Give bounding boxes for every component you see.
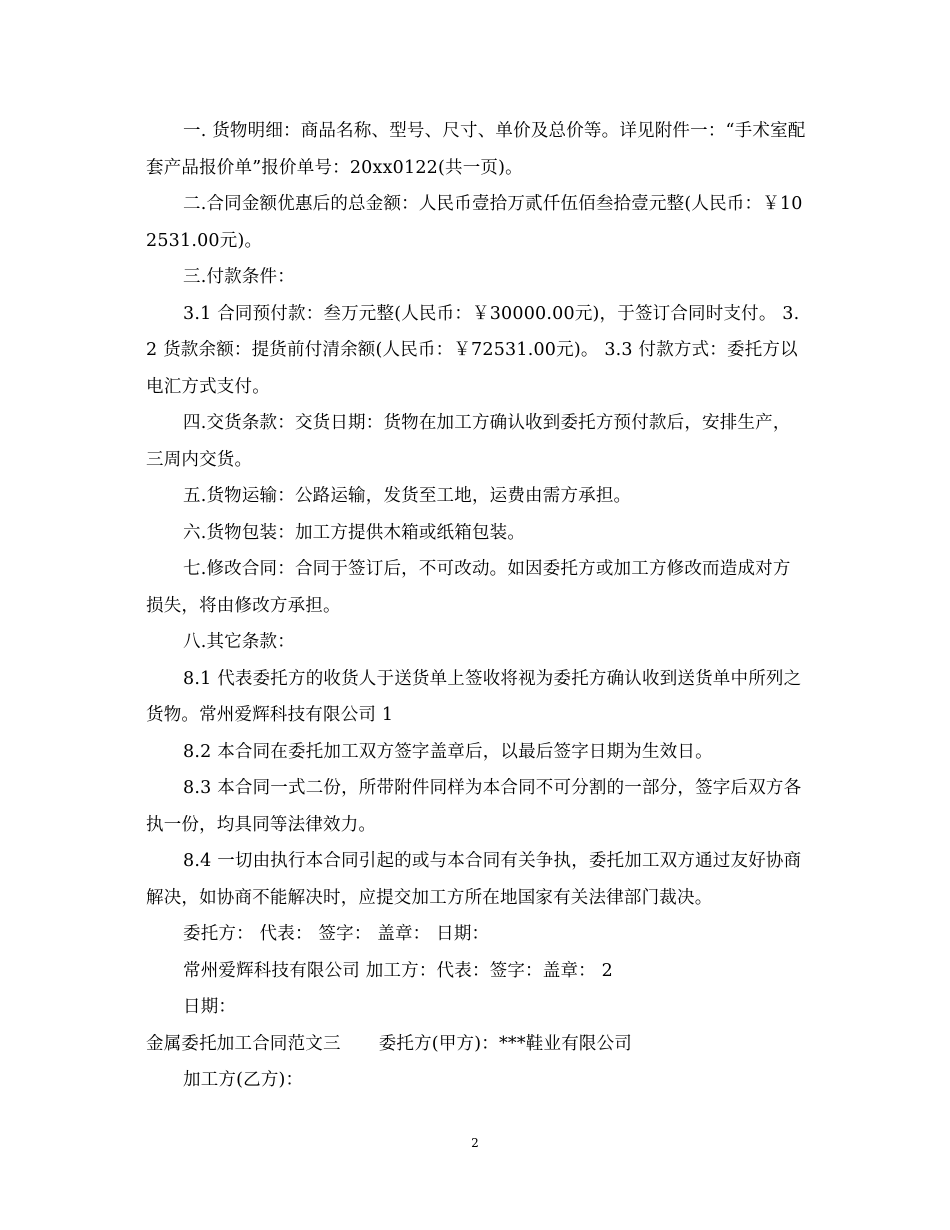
paragraph-goods-details: 一. 货物明细：商品名称、型号、尺寸、单价及总价等。详见附件一：“手术室配套产品报价单”报价单号：20xx0122(共一页)。 (146, 121, 806, 178)
paragraph-clause-8-1: 8.1 代表委托方的收货人于送货单上签收将视为委托方确认收到送货单中所列之货物。常州爱辉科技有限公司 1 (146, 668, 802, 725)
paragraph-payment-terms-heading: 三.付款条件： (183, 267, 295, 287)
paragraph-clause-8-4: 8.4 一切由执行本合同引起的或与本合同有关争执，委托加工双方通过友好协商解决，如协商不能解决时，应提交加工方所在地国家有关法律部门裁决。 (146, 851, 802, 908)
paragraph-contract-modification: 七.修改合同：合同于签订后，不可改动。如因委托方或加工方修改而造成对方损失，将由修改方承担。 (146, 559, 791, 616)
party-a-line: 委托方(甲方)：***鞋业有限公司 (378, 1033, 633, 1054)
paragraph-clause-8-2: 8.2 本合同在委托加工双方签字盖章后，以最后签字日期为生效日。 (183, 741, 713, 762)
paragraph-date-line: 日期： (183, 997, 237, 1017)
paragraph-packaging: 六.货物包装：加工方提供木箱或纸箱包装。 (183, 522, 526, 543)
paragraph-party-b: 加工方(乙方)： (183, 1070, 304, 1090)
paragraph-contract-amount: 二.合同金额优惠后的总金额：人民币壹拾万贰仟伍佰叁拾壹元整(人民币：￥102531.00元)。 (146, 194, 803, 251)
paragraph-other-terms-heading: 八.其它条款： (183, 632, 295, 652)
section-title: 金属委托加工合同范文三 (146, 1033, 341, 1054)
section-heading-line (146, 1026, 806, 1063)
paragraph-transport: 五.货物运输：公路运输，发货至工地，运费由需方承担。 (183, 486, 632, 506)
paragraph-signature-line-client: 委托方： 代表： 签字： 盖章： 日期： (183, 924, 490, 944)
page-number: 2 (471, 1136, 479, 1150)
paragraph-clause-8-3: 8.3 本合同一式二份，所带附件同样为本合同不可分割的一部分，签字后双方各执一份，均具同等法律效力。 (146, 778, 802, 835)
paragraph-delivery-terms: 四.交货条款：交货日期：货物在加工方确认收到委托方预付款后，安排生产，三周内交货。 (146, 413, 791, 470)
paragraph-payment-terms: 3.1 合同预付款：叁万元整(人民币：￥30000.00元)，于签订合同时支付。 3.2 货款余额：提货前付清余额(人民币：￥72531.00元)。 3.3 付款方式：委托方以电汇方式支付。 (146, 303, 800, 397)
paragraph-signature-line-processor: 常州爱辉科技有限公司 加工方：代表：签字：盖章： 2 (183, 960, 613, 981)
document-body (146, 113, 806, 1099)
